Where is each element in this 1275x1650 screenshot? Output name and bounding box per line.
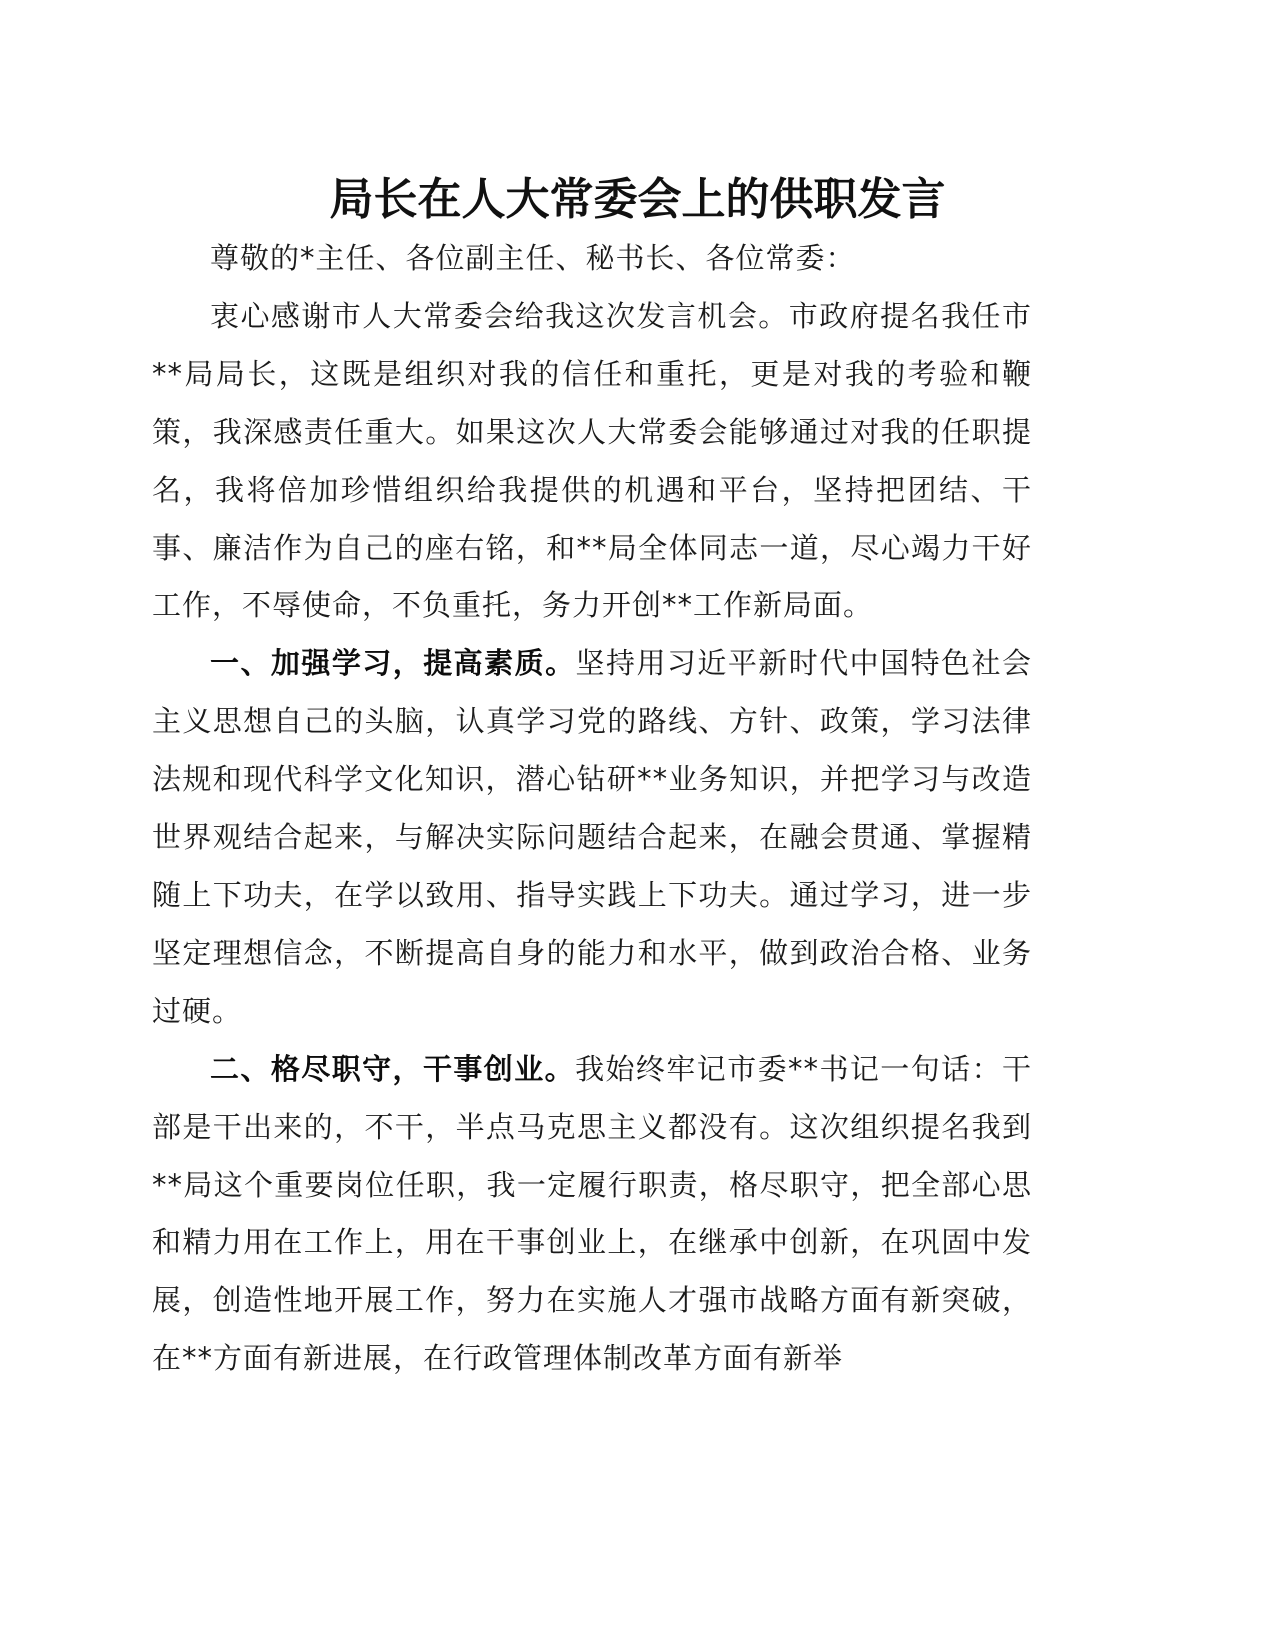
- document-body: [152, 230, 1032, 1388]
- page-title: 局长在人大常委会上的供职发言: [329, 174, 946, 225]
- salutation: 尊敬的*主任、各位副主任、秘书长、各位常委：: [210, 241, 856, 275]
- section-heading-2: 二、格尽职守，干事创业。: [210, 1051, 576, 1086]
- section-paragraph-1: [152, 635, 1032, 1040]
- section-paragraph-2: [152, 1041, 1032, 1388]
- section-text-1: 坚持用习近平新时代中国特色社会主义思想自己的头脑，认真学习党的路线、方针、政策，学习法律法规和现代科学文化知识，潜心钻研**业务知识，并把学习与改造世界观结合起来，与解决实际问题结合起来，在融会贯通、掌握精随上下功夫，在学以致用、指导实践上下功夫。通过学习，进一步坚定理想信念，不断提高自身的能力和水平，做到政治合格、业务过硬。: [152, 646, 1032, 1028]
- section-text-2: 我始终牢记市委**书记一句话：干部是干出来的，不干，半点马克思主义都没有。这次组织提名我到**局这个重要岗位任职，我一定履行职责，格尽职守，把全部心思和精力用在工作上，用在干事创业上，在继承中创新，在巩固中发展，创造性地开展工作，努力在实施人才强市战略方面有新突破，在**方面有新进展，在行政管理体制改革方面有新举: [152, 1051, 1032, 1376]
- section-heading-1: 一、加强学习，提高素质。: [210, 646, 576, 681]
- intro-paragraph: 衷心感谢市人大常委会给我这次发言机会。市政府提名我任市**局局长，这既是组织对我的信任和重托，更是对我的考验和鞭策，我深感责任重大。如果这次人大常委会能够通过对我的任职提名，我将倍加珍惜组织给我提供的机遇和平台，坚持把团结、干事、廉洁作为自己的座右铭，和**局全体同志一道，尽心竭力干好工作，不辱使命，不负重托，务力开创**工作新局面。: [152, 298, 1032, 623]
